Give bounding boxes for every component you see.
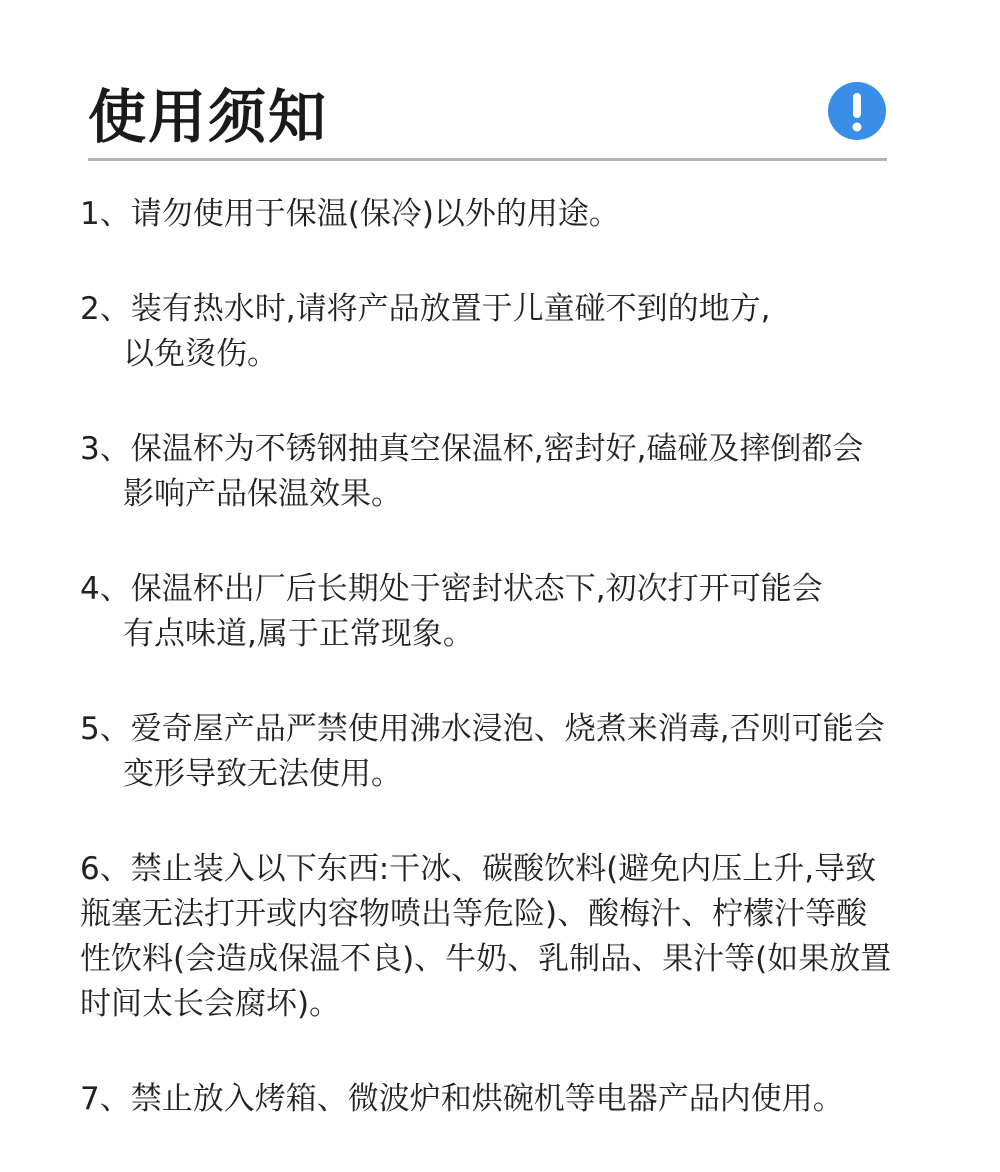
- notice-list: [80, 192, 960, 1172]
- notice-line: 1、请勿使用于保温(保冷)以外的用途。: [80, 196, 620, 232]
- page-title: 使用须知: [88, 83, 329, 151]
- notice-line: 变形导致无法使用。: [123, 756, 402, 792]
- notice-item-2: [80, 287, 960, 377]
- notice-line: 3、保温杯为不锈钢抽真空保温杯,密封好,磕碰及摔倒都会: [80, 431, 864, 467]
- exclamation-bar: [853, 93, 861, 118]
- notice-line: 2、装有热水时,请将产品放置于儿童碰不到的地方,: [80, 291, 771, 327]
- notice-header: [88, 78, 886, 162]
- notice-item-6: [80, 847, 960, 1027]
- notice-line: 以免烫伤。: [123, 336, 278, 372]
- notice-item-4: [80, 567, 960, 657]
- notice-item-1: [80, 192, 960, 237]
- notice-line: 瓶塞无法打开或内容物喷出等危险)、酸梅汁、柠檬汁等酸: [80, 896, 868, 932]
- notice-line: 4、保温杯出厂后长期处于密封状态下,初次打开可能会: [80, 571, 823, 607]
- notice-line: 时间太长会腐坏)。: [80, 986, 341, 1022]
- notice-line: 6、禁止装入以下东西:干冰、碳酸饮料(避免内压上升,导致: [80, 851, 877, 887]
- exclamation-circle-icon: [828, 82, 886, 140]
- notice-item-7: [80, 1077, 960, 1122]
- notice-line: 影响产品保温效果。: [123, 476, 402, 512]
- notice-line: 性饮料(会造成保温不良)、牛奶、乳制品、果汁等(如果放置: [80, 941, 892, 977]
- notice-line: 有点味道,属于正常现象。: [123, 616, 474, 652]
- header-divider: [88, 158, 887, 161]
- notice-item-3: [80, 427, 960, 517]
- notice-line: 7、禁止放入烤箱、微波炉和烘碗机等电器产品内使用。: [80, 1081, 844, 1117]
- exclamation-dot: [853, 123, 862, 132]
- notice-line: 5、爱奇屋产品严禁使用沸水浸泡、烧煮来消毒,否则可能会: [80, 711, 885, 747]
- notice-item-5: [80, 707, 960, 797]
